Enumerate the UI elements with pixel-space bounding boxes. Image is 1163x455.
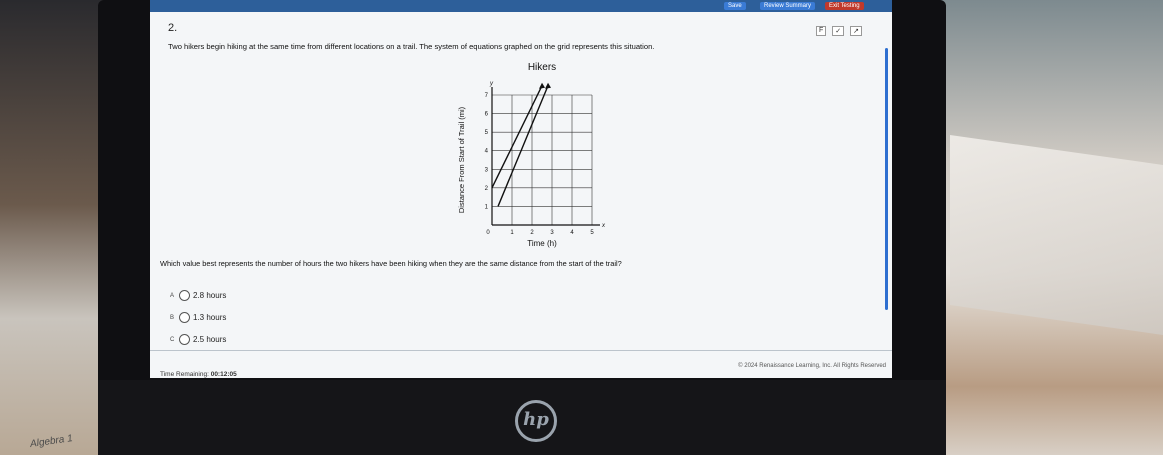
flag-icon[interactable]: F	[816, 26, 826, 36]
series-line	[492, 86, 542, 188]
choice-letter: C	[170, 336, 175, 343]
chart-title: Hikers	[527, 62, 557, 73]
footer-divider	[150, 350, 892, 351]
question-tools	[816, 26, 862, 36]
series-arrow	[539, 83, 545, 89]
y-tick-label: 6	[484, 111, 488, 118]
choice-b[interactable]	[170, 312, 226, 323]
series-line	[498, 86, 548, 207]
choice-text: 2.5 hours	[193, 335, 227, 344]
x-tick-label: 2	[530, 230, 534, 236]
hikers-chart	[450, 60, 610, 250]
radio-button[interactable]	[179, 334, 190, 345]
test-screen	[150, 3, 892, 378]
x-tick-label: 3	[550, 230, 554, 236]
radio-button[interactable]	[179, 290, 190, 301]
x-tick-label: 4	[570, 230, 574, 236]
series-arrow	[545, 83, 551, 89]
x-tick-label: 1	[510, 230, 514, 236]
scrollbar[interactable]	[885, 48, 888, 310]
choice-letter: B	[170, 314, 175, 321]
choice-text: 1.3 hours	[193, 313, 227, 322]
check-icon[interactable]: ✓	[832, 26, 844, 36]
time-remaining	[160, 371, 237, 378]
desk-background-left	[0, 0, 110, 455]
y-tick-label: 1	[484, 204, 488, 211]
x-tick-label: 0	[486, 230, 490, 236]
choice-c[interactable]	[170, 334, 226, 345]
timer-value: 00:12:05	[210, 371, 237, 378]
paper-stack	[950, 135, 1163, 335]
x-axis-label: Time (h)	[527, 239, 557, 248]
y-axis-name: y	[490, 81, 493, 87]
choice-text: 2.8 hours	[193, 291, 227, 300]
choice-a[interactable]	[170, 290, 226, 301]
save-button[interactable]: Save	[724, 2, 746, 10]
exit-testing-button[interactable]: Exit Testing	[825, 2, 864, 10]
copyright: © 2024 Renaissance Learning, Inc. All Rights Reserved	[738, 363, 886, 369]
top-toolbar	[150, 0, 892, 12]
hp-logo: hp	[515, 400, 557, 442]
y-axis-label: Distance From Start of Trail (mi)	[457, 106, 466, 214]
sub-question: Which value best represents the number of hours the two hikers have been hiking when they are the same distance from the start of the trail?	[160, 259, 622, 268]
question-prompt: Two hikers begin hiking at the same time from different locations on a trail. The system of equations graphed on the grid represents this situation.	[168, 42, 655, 51]
timer-label: Time Remaining:	[160, 371, 209, 378]
x-axis-name: x	[602, 223, 605, 229]
y-tick-label: 2	[484, 185, 488, 192]
y-tick-label: 3	[484, 167, 488, 174]
y-tick-label: 7	[484, 93, 488, 99]
question-number: 2.	[168, 22, 178, 34]
y-tick-label: 4	[484, 148, 488, 155]
choice-letter: A	[170, 292, 175, 299]
radio-button[interactable]	[179, 312, 190, 323]
y-tick-label: 5	[484, 130, 488, 137]
expand-icon[interactable]: ↗	[850, 26, 862, 36]
algebra-note: Algebra 1	[29, 433, 74, 450]
x-tick-label: 5	[590, 230, 594, 236]
review-summary-button[interactable]: Review Summary	[760, 2, 815, 10]
